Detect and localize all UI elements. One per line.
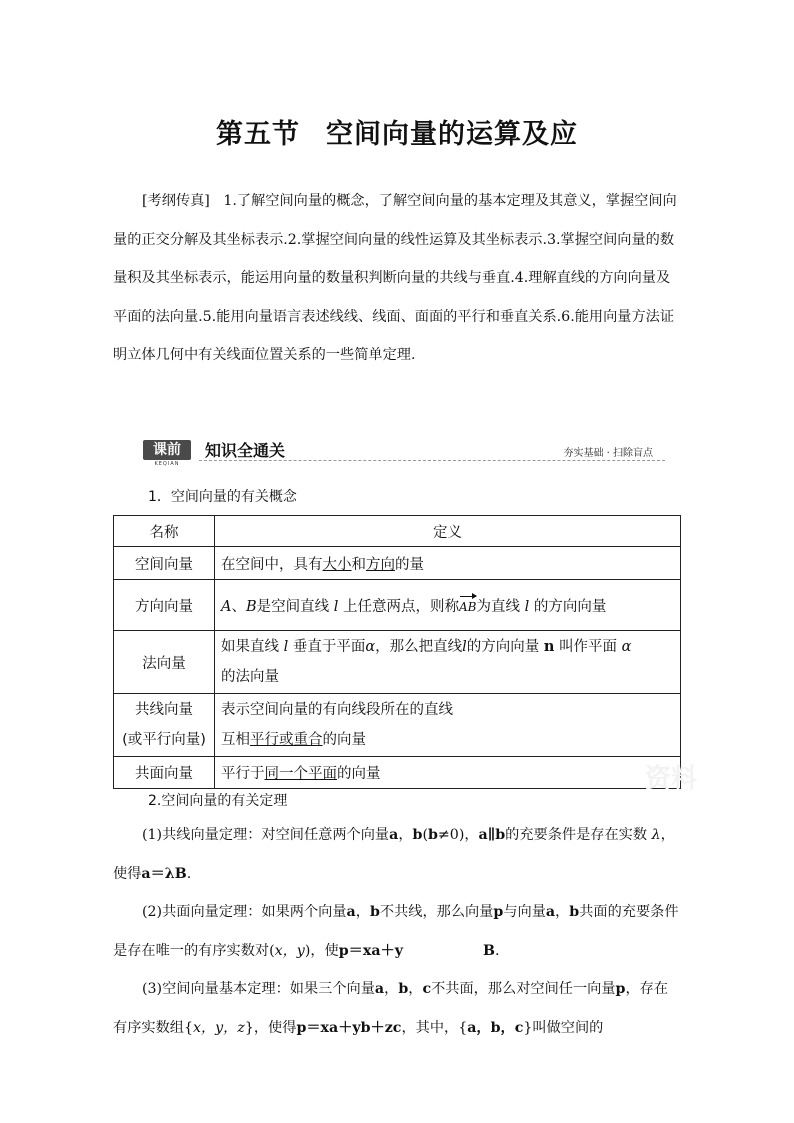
row-name: 方向向量 [114,580,215,631]
row-definition: A、B是空间直线 l 上任意两点，则称AB为直线 l 的方向向量 [215,580,681,631]
vector-ab: AB [459,599,477,614]
concepts-table [113,515,681,789]
watermark: 资料 [645,764,698,794]
header-definition: 定义 [215,516,681,547]
banner-box: 课前 [143,440,191,460]
theorem-basis: (3)空间向量基本定理：如果三个向量a，b，c不共面，那么对空间任一向量p，存在有序实数组{x，y，z}，使得p＝xa＋yb＋zc，其中，{a，b，c}叫做空间的 [113,981,669,1036]
banner-divider [199,460,665,461]
exam-outline [113,182,681,375]
table-row [114,694,681,757]
header-name: 名称 [114,516,215,547]
row-definition: 在空间中，具有大小和方向的量 [215,547,681,580]
row-name: 法向量 [114,631,215,694]
table-header-row [114,516,681,547]
section2-heading: 2.空间向量的有关定理 [148,793,288,809]
table-row [114,547,681,580]
table-row [114,580,681,631]
table-row [114,631,681,694]
title-part1: 第五节 [216,119,300,150]
table-row [114,757,681,789]
outline-text: 1.了解空间向量的概念，了解空间向量的基本定理及其意义，掌握空间向量的正交分解及其坐标表示.2.掌握空间向量的线性运算及其坐标表示.3.掌握空间向量的数量积及其坐标表示，能运用向量的数量积判断向量的共线与垂直.4.理解直线的方向向量及平面的法向量.5.能用向量语言表述线线、线面、面面的平行和垂直关系.6.能用向量方法证明立体几何中有关线面位置关系的一些简单定理. [113,193,677,363]
row-name: 空间向量 [114,547,215,580]
section1-heading: 1．空间向量的有关概念 [148,489,297,505]
row-definition: 平行于同一个平面的向量 [215,757,681,789]
theorem-coplanar: (2)共面向量定理：如果两个向量a，b不共线，那么向量p与向量a，b共面的充要条件是存在唯一的有序实数对(x，y)，使p＝xa＋y B. [113,904,679,959]
banner-sub: KEQIAN [154,461,180,467]
banner-slogan: 夯实基础 · 扫除盲点 [563,448,653,459]
title-part2: 空间向量的运算及应 [326,119,578,150]
theorems [113,816,681,1047]
row-definition: 如果直线 l 垂直于平面α，那么把直线l的方向向量 n 叫作平面 α 的法向量 [215,631,681,694]
section-banner [143,438,665,468]
page-title [0,112,794,151]
row-name: 共线向量 (或平行向量) [114,694,215,757]
row-name: 共面向量 [114,757,215,789]
banner-title: 知识全通关 [205,441,286,460]
outline-tag: [考纲传真] [142,193,210,209]
theorem-collinear: (1)共线向量定理：对空间任意两个向量a，b(b≠0)，a∥b的充要条件是存在实数 λ，使得a＝λB. [113,827,675,882]
row-definition: 表示空间向量的有向线段所在的直线 互相平行或重合的向量 [215,694,681,757]
